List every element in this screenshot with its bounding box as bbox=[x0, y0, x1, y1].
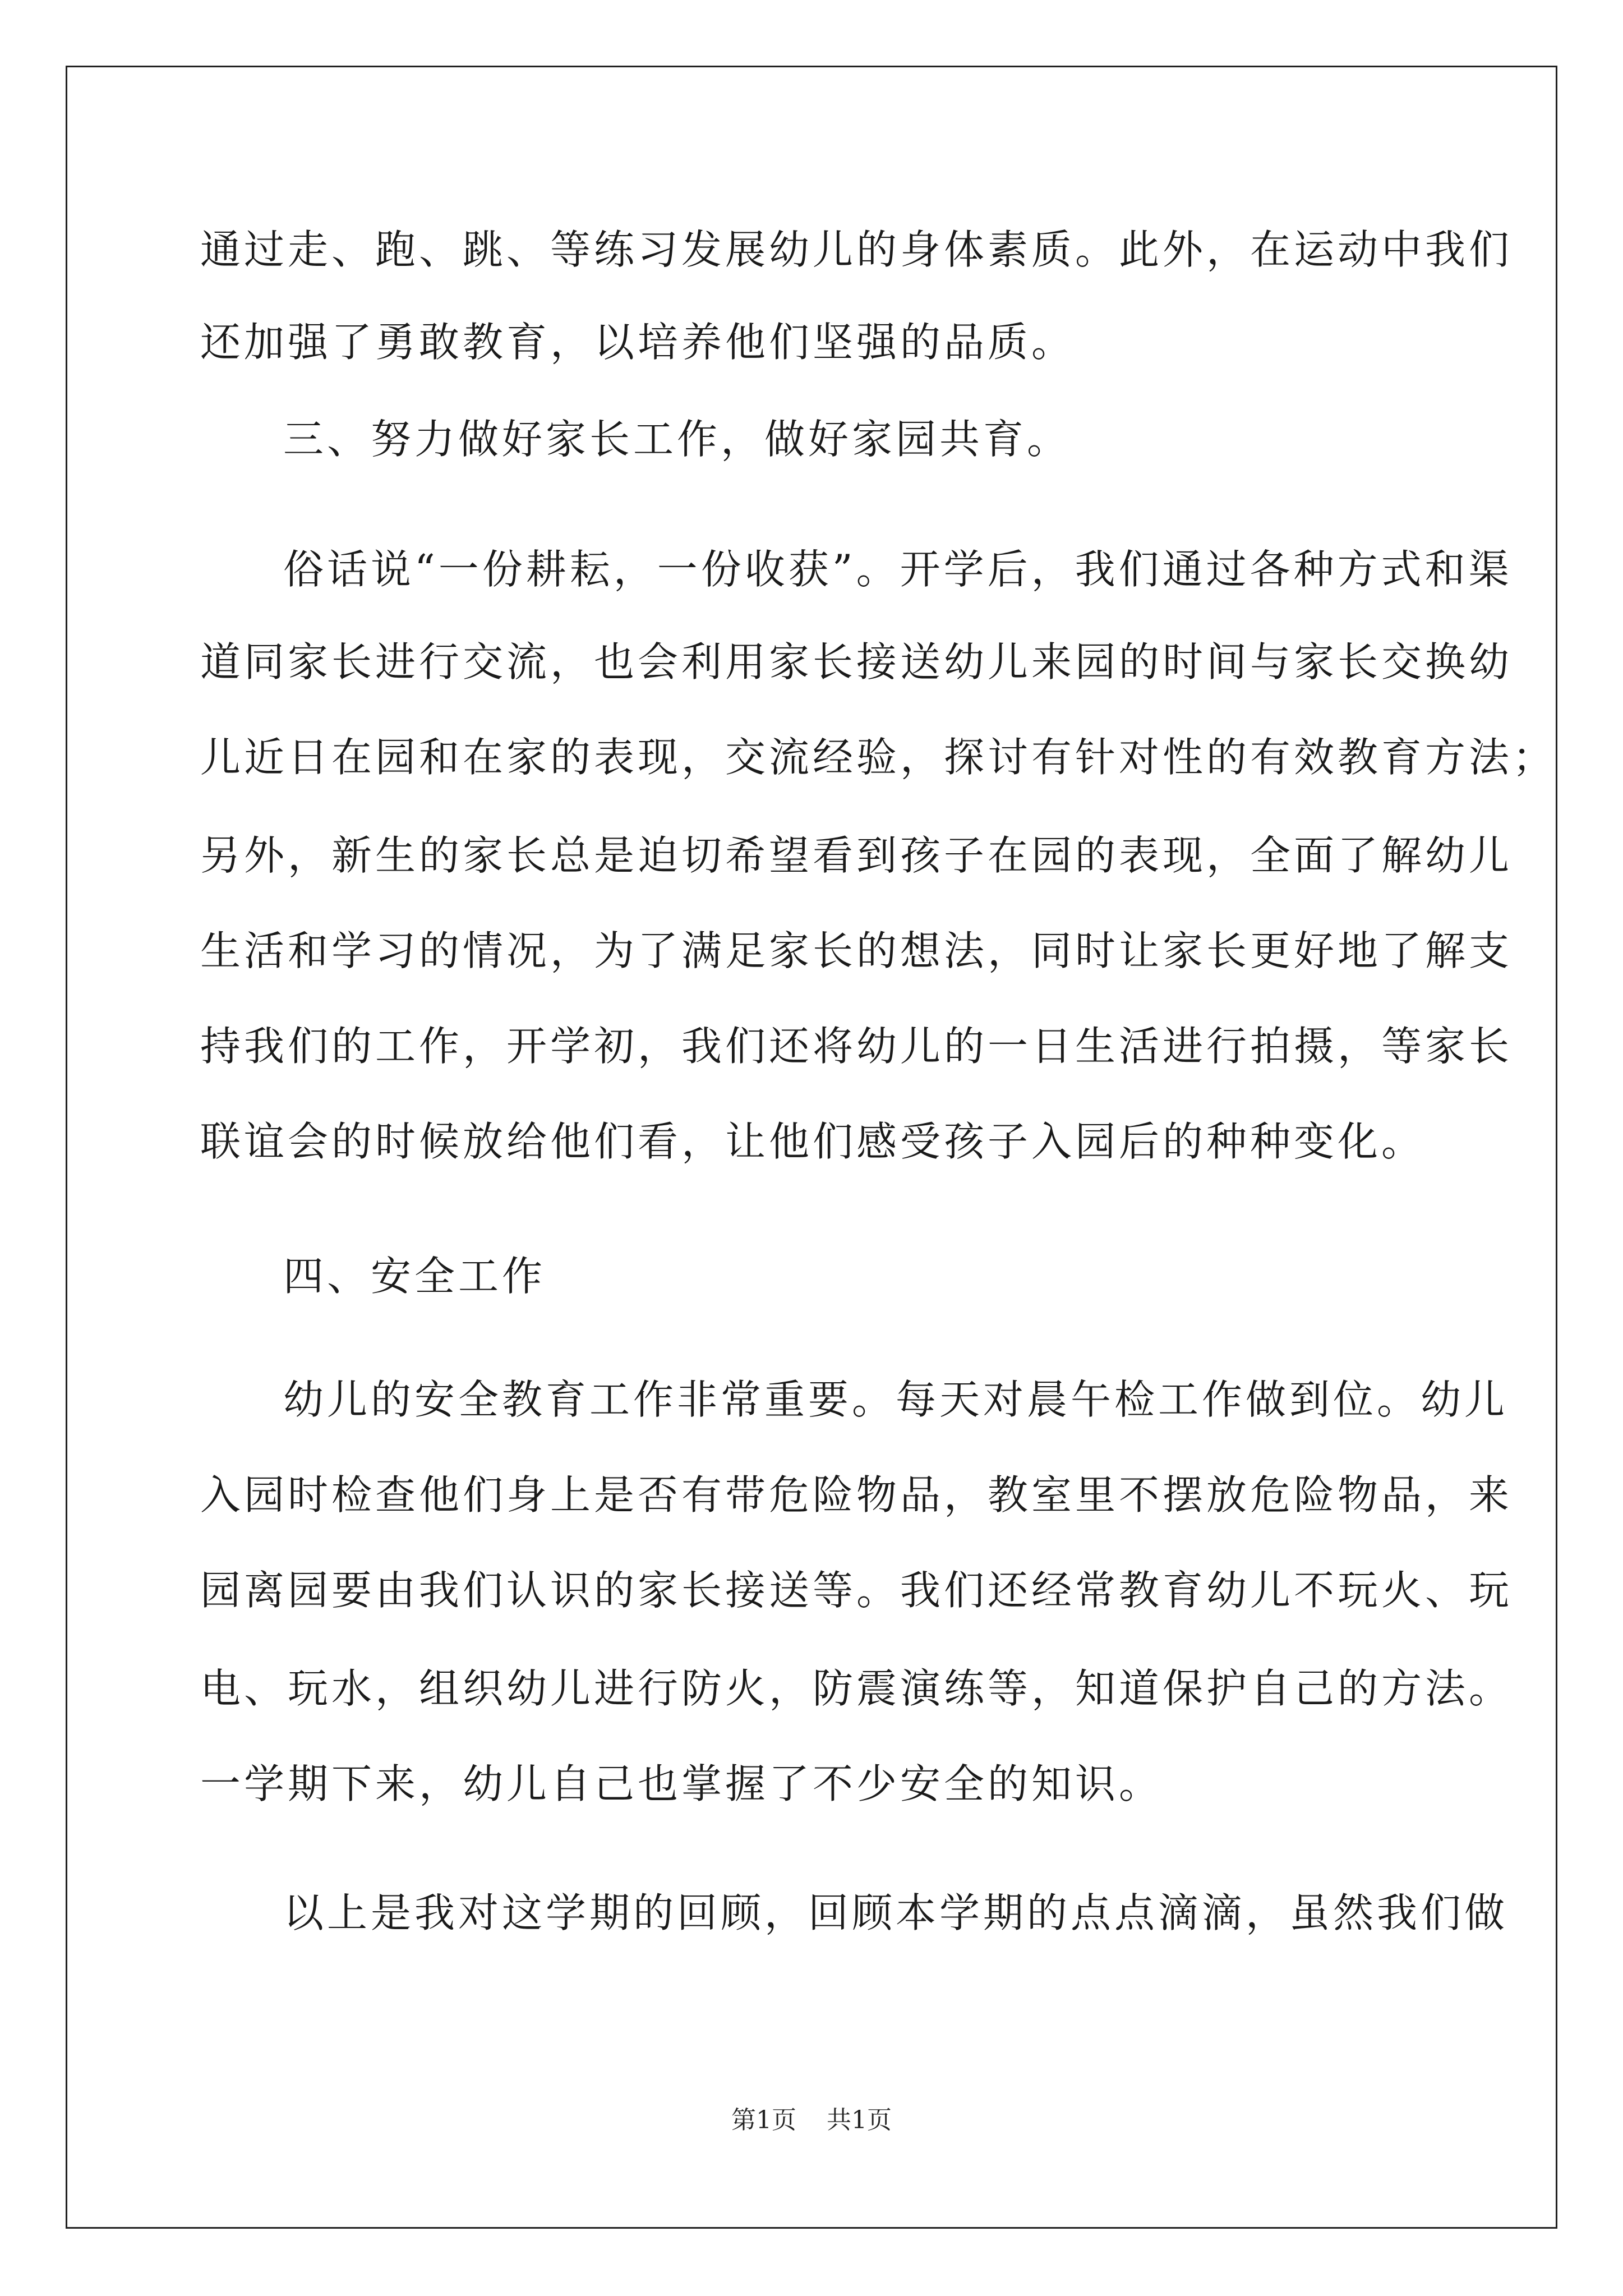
body-line-15: 电、玩水，组织幼儿进行防火，防震演练等，知道保护自己的方法。 bbox=[200, 1665, 1513, 1712]
body-line-12: 幼儿的安全教育工作非常重要。每天对晨午检工作做到位。幼儿 bbox=[283, 1376, 1509, 1423]
section-heading-4: 四、安全工作 bbox=[283, 1253, 546, 1300]
body-line-16: 一学期下来，幼儿自己也掌握了不少安全的知识。 bbox=[200, 1760, 1163, 1807]
body-line-9: 持我们的工作，开学初，我们还将幼儿的一日生活进行拍摄，等家长 bbox=[200, 1023, 1513, 1070]
body-line-8: 生活和学习的情况，为了满足家长的想法，同时让家长更好地了解支 bbox=[200, 927, 1513, 974]
section-heading-3: 三、努力做好家长工作，做好家园共育。 bbox=[283, 416, 1071, 463]
page-number: 第1页 bbox=[731, 2106, 796, 2134]
body-line-1: 通过走、跑、跳、等练习发展幼儿的身体素质。此外，在运动中我们 bbox=[200, 226, 1513, 273]
body-line-17: 以上是我对这学期的回顾，回顾本学期的点点滴滴，虽然我们做 bbox=[283, 1889, 1509, 1936]
page-footer bbox=[0, 2104, 1623, 2137]
body-line-7: 另外，新生的家长总是迫切希望看到孩子在园的表现，全面了解幼儿 bbox=[200, 832, 1513, 879]
body-line-10: 联谊会的时候放给他们看，让他们感受孩子入园后的种种变化。 bbox=[200, 1118, 1426, 1165]
body-line-4: 俗话说“一份耕耘，一份收获”。开学后，我们通过各种方式和渠 bbox=[283, 546, 1513, 593]
body-line-13: 入园时检查他们身上是否有带危险物品，教室里不摆放危险物品，来 bbox=[200, 1471, 1513, 1519]
page-total: 共1页 bbox=[827, 2106, 892, 2134]
body-line-2: 还加强了勇敢教育，以培养他们坚强的品质。 bbox=[200, 319, 1076, 366]
body-line-6: 儿近日在园和在家的表现，交流经验，探讨有针对性的有效教育方法； bbox=[200, 734, 1557, 781]
body-line-14: 园离园要由我们认识的家长接送等。我们还经常教育幼儿不玩火、玩 bbox=[200, 1567, 1513, 1614]
body-line-5: 道同家长进行交流，也会利用家长接送幼儿来园的时间与家长交换幼 bbox=[200, 638, 1513, 685]
